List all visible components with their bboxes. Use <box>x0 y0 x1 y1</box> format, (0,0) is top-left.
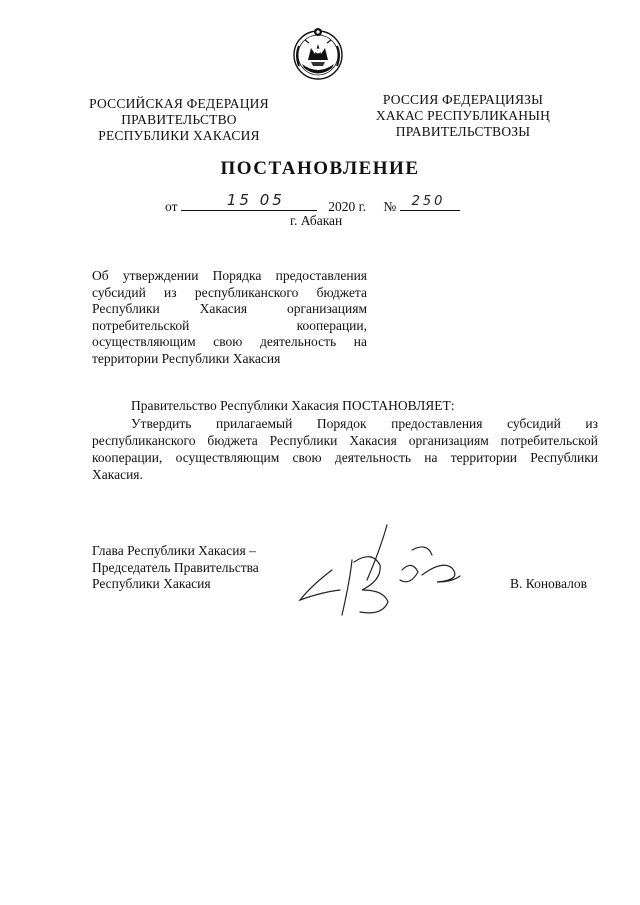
header-left-line: РОССИЙСКАЯ ФЕДЕРАЦИЯ <box>89 96 269 111</box>
body-line: республиканского бюджета Республики Хакасия организациям потребительской <box>92 433 598 448</box>
subject-block <box>92 268 367 367</box>
handwritten-signature <box>292 520 492 620</box>
header-left-line: ПРАВИТЕЛЬСТВО <box>121 112 237 127</box>
year-text: 2020 г. <box>328 199 366 214</box>
subject-line: Республики Хакасия организациям <box>92 301 367 316</box>
body-line: кооперации, осуществляющим свою деятельность на территории Республики <box>92 450 598 465</box>
header-right-line: ХАКАС РЕСПУБЛИКАНЫҢ <box>375 108 551 123</box>
subject-line: потребительской кооперации, <box>92 317 367 333</box>
header-right-line: РОССИЯ ФЕДЕРАЦИЯЗЫ <box>382 92 544 107</box>
signer-title <box>92 543 259 593</box>
date-prefix: от <box>165 199 178 214</box>
subject-line: Об утверждении Порядка предоставления <box>92 268 367 283</box>
number-sign: № <box>383 199 397 214</box>
signer-name: В. Коновалов <box>510 576 587 591</box>
signer-title-line: Глава Республики Хакасия – <box>92 543 256 558</box>
signer-title-line: Республики Хакасия <box>92 576 211 591</box>
handwritten-date: 15 05 <box>226 191 285 209</box>
body-paragraph <box>92 415 598 483</box>
preamble: Правительство Республики Хакасия ПОСТАНОВЛЯЕТ: <box>131 398 455 413</box>
body-line: Хакасия. <box>92 467 143 482</box>
header-left-line: РЕСПУБЛИКИ ХАКАСИЯ <box>98 128 260 143</box>
subject-line: осуществляющим свою деятельность на <box>92 334 367 349</box>
header-right-line: ПРАВИТЕЛЬСТВОЗЫ <box>395 124 531 139</box>
handwritten-number: 250 <box>411 194 446 209</box>
header-left <box>84 96 274 144</box>
coat-of-arms-icon <box>289 24 347 82</box>
number-blank <box>400 196 460 211</box>
header-right <box>368 92 558 140</box>
subject-line: территории Республики Хакасия <box>92 350 281 366</box>
document-title: ПОСТАНОВЛЕНИЕ <box>220 158 420 179</box>
subject-line: субсидий из республиканского бюджета <box>92 284 367 300</box>
signer-title-line: Председатель Правительства <box>92 559 259 575</box>
date-blank <box>181 191 317 211</box>
body-line: Утвердить прилагаемый Порядок предоставления субсидий из <box>131 416 598 431</box>
city-label: г. Абакан <box>290 213 343 228</box>
